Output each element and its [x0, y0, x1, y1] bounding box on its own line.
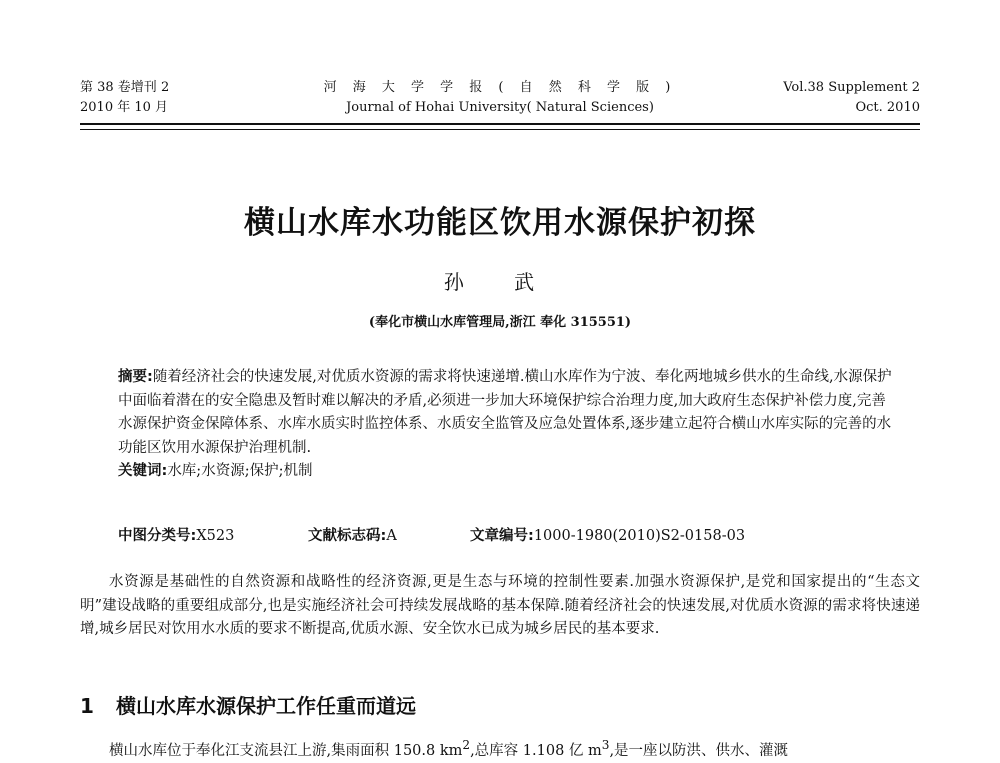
- section-1-body: [80, 734, 920, 763]
- clc-code: [118, 524, 234, 545]
- para-text-2: ,总库容 1.108 亿 m: [470, 742, 602, 759]
- author-name: 孙 武: [443, 270, 557, 294]
- header-rule-thick: [80, 123, 920, 125]
- article-number: [470, 524, 745, 545]
- journal-name-cn: 河 海 大 学 学 报 ( 自 然 科 学 版 ): [323, 80, 677, 95]
- header-rule-thin: [80, 129, 920, 130]
- volume-issue: 第 38 卷增刊 2: [80, 80, 170, 95]
- keywords: [118, 460, 893, 484]
- superscript-2: 2: [462, 738, 471, 752]
- journal-header: [80, 78, 920, 122]
- paper-title: 横山水库水功能区饮用水源保护初探: [244, 205, 756, 241]
- para-text-1: 横山水库位于奉化江支流县江上游,集雨面积 150.8 km: [109, 742, 463, 759]
- document-code: [308, 524, 397, 545]
- keywords-text: 水库;水资源;保护;机制: [167, 463, 313, 479]
- abstract-block: [118, 366, 893, 484]
- keywords-label: 关键词:: [118, 463, 168, 479]
- section-1-heading: [80, 690, 416, 719]
- author-affiliation: (奉化市横山水库管理局,浙江 奉化 315551): [368, 315, 632, 330]
- superscript-3: 3: [601, 738, 610, 752]
- doc-label: 文献标志码:: [308, 528, 387, 544]
- article-value: 1000-1980(2010)S2-0158-03: [533, 528, 746, 544]
- para-text-3: ,是一座以防洪、供水、灌溉: [609, 742, 789, 759]
- abstract-label: 摘要:: [118, 369, 153, 385]
- publication-date-en: Oct. 2010: [855, 100, 920, 115]
- volume-en: Vol.38 Supplement 2: [783, 80, 920, 95]
- section-title: 横山水库水源保护工作任重而道远: [116, 694, 416, 718]
- header-right: [783, 78, 920, 118]
- section-1-paragraph: [80, 734, 920, 763]
- abstract: [118, 366, 893, 460]
- doc-value: A: [386, 528, 397, 544]
- clc-label: 中图分类号:: [118, 528, 197, 544]
- intro-paragraph: 水资源是基础性的自然资源和战略性的经济资源,更是生态与环境的控制性要素.加强水资源保护,是党和国家提出的“生态文明”建设战略的重要组成部分,也是实施经济社会可持续发展战略的基本保障.随着经济社会的快速发展,对优质水资源的需求将快速递增,城乡居民对饮用水水质的要求不断提高,优质水源、安全饮水已成为城乡居民的基本要求.: [80, 574, 920, 637]
- publication-date-cn: 2010 年 10 月: [80, 100, 169, 115]
- clc-value: X523: [196, 528, 235, 544]
- introduction: [80, 571, 920, 642]
- section-number: 1: [80, 694, 94, 718]
- abstract-text: 随着经济社会的快速发展,对优质水资源的需求将快速递增.横山水库作为宁波、奉化两地城乡供水的生命线,水源保护中面临着潜在的安全隐患及暂时难以解决的矛盾,必须进一步加大环境保护综合治理力度,加大政府生态保护补偿力度,完善水源保护资金保障体系、水库水质实时监控体系、水质安全监管及应急处置体系,逐步建立起符合横山水库实际的完善的水功能区饮用水源保护治理机制.: [118, 369, 892, 456]
- article-label: 文章编号:: [470, 528, 534, 544]
- classification-row: [118, 524, 893, 548]
- journal-name-en: Journal of Hohai University( Natural Sciences): [346, 100, 654, 115]
